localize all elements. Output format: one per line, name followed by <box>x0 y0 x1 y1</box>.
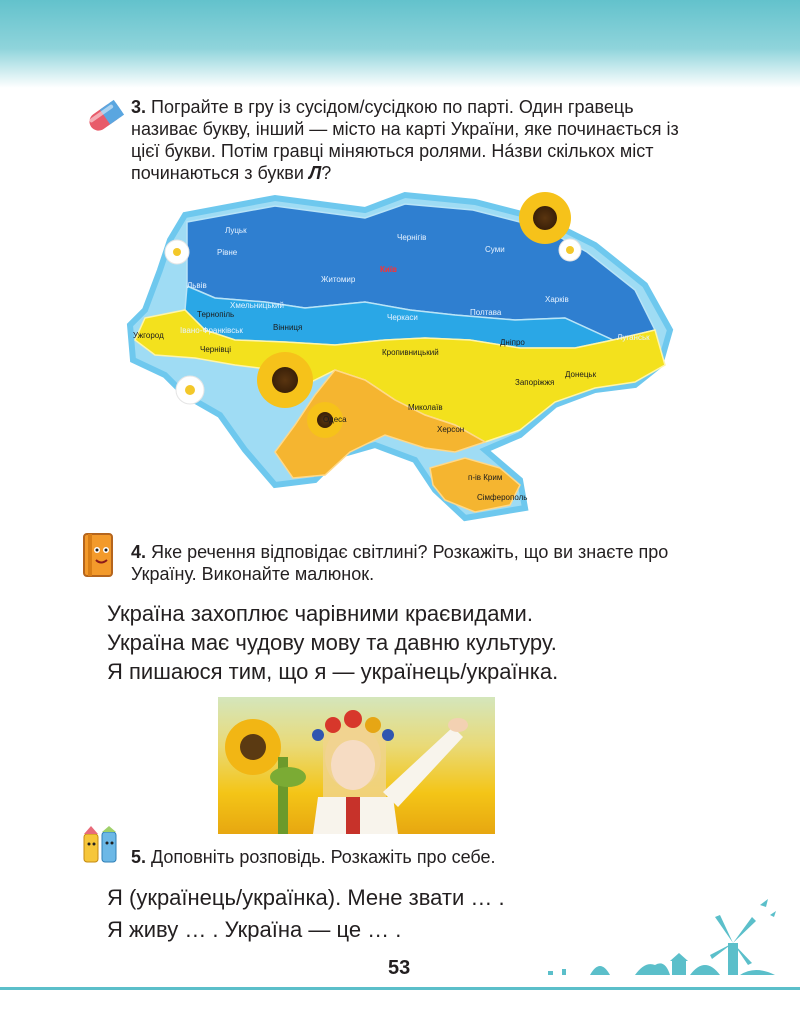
city-lutsk: Луцьк <box>225 226 247 235</box>
city-kharkiv: Харків <box>545 295 569 304</box>
daisy-icon <box>165 240 189 264</box>
task-4-text: Яке речення відповідає світлині? Розкажіть, що ви знаєте про Україну. Виконайте малюнок. <box>131 542 669 584</box>
city-simferopol: Сімферополь <box>477 493 528 502</box>
city-poltava: Полтава <box>470 308 502 317</box>
sunflower-icon <box>257 352 313 408</box>
city-sumy: Суми <box>485 245 505 254</box>
city-kyiv: Київ <box>380 265 397 274</box>
city-lviv: Львів <box>187 281 207 290</box>
book-character-icon <box>80 530 118 582</box>
task-3 <box>131 96 679 184</box>
city-chernihiv: Чернігів <box>397 233 427 242</box>
city-cherkasy: Черкаси <box>387 313 418 322</box>
city-zhytomyr: Житомир <box>321 275 356 284</box>
sentence-1: Україна захоплює чарівними краєвидами. <box>107 601 533 626</box>
task-3-text: Пограйте в гру із сусідом/сусідкою по парті. Один гравець називає букву, інший — місто на карті України, яке починається із цієї букви. Потім гравці міняються ролями. Нáзви скількох міст починаються з букви Л? <box>131 97 679 183</box>
region-crimea: п-ів Крим <box>468 473 503 482</box>
task-3-letter: Л <box>308 163 322 183</box>
daisy-icon <box>559 239 581 261</box>
task-4-number: 4. <box>131 542 147 562</box>
city-chernivtsi: Чернівці <box>200 345 232 354</box>
city-khmelnytskyi: Хмельницький <box>230 301 284 310</box>
sunflower-icon <box>519 192 571 244</box>
pencils-characters-icon <box>80 826 122 866</box>
city-ivano-frankivsk: Івано-Франківськ <box>180 326 243 335</box>
city-kherson: Херсон <box>437 425 465 434</box>
task-3-number: 3. <box>131 97 147 117</box>
girl-sunflowers-photo <box>218 697 495 834</box>
daisy-icon <box>176 376 204 404</box>
city-donetsk: Донецьк <box>565 370 597 379</box>
story-line-1: Я (українець/українка). Мене звати … . <box>107 885 505 910</box>
city-vinnytsia: Вінниця <box>273 323 303 332</box>
windmill-landscape-icon <box>540 895 795 987</box>
footer-line <box>0 987 800 990</box>
sentence-3: Я пишаюся тим, що я — українець/українка. <box>107 659 559 684</box>
task-5-text: Доповніть розповідь. Розкажіть про себе. <box>151 847 496 867</box>
city-odesa: Одеса <box>323 415 347 424</box>
city-kropyvnytskyi: Кропивницький <box>382 348 439 357</box>
city-rivne: Рівне <box>217 248 238 257</box>
page-number: 53 <box>388 957 411 979</box>
task-4 <box>131 541 679 585</box>
pill-eraser-icon <box>84 96 126 138</box>
city-zaporizhzhia: Запоріжжя <box>515 378 555 387</box>
header-band <box>0 0 800 88</box>
city-ternopil: Тернопіль <box>197 310 235 319</box>
city-dnipro: Дніпро <box>500 338 525 347</box>
story-line-2: Я живу … . Україна — це … . <box>107 917 402 942</box>
city-luhansk: Луганськ <box>617 333 650 342</box>
sentence-2: Україна має чудову мову та давню культуру. <box>107 630 557 655</box>
ukraine-map <box>125 190 685 535</box>
city-uzhhorod: Ужгород <box>133 331 164 340</box>
task-5-number: 5. <box>131 847 147 867</box>
task-5 <box>131 846 679 868</box>
city-mykolaiv: Миколаїв <box>408 403 443 412</box>
